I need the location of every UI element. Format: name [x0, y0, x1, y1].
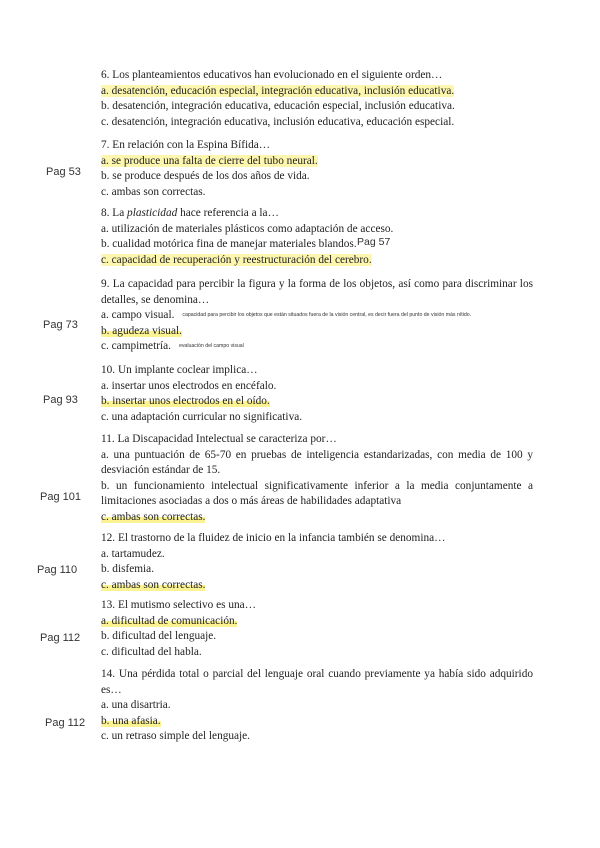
question-emphasis: plasticidad	[127, 207, 178, 219]
option-b: b. dificultad del lenguaje.	[101, 630, 217, 642]
highlighted-answer: a. desatención, educación especial, integración educativa, inclusión educativa.	[101, 84, 455, 97]
option-a: a. una puntuación de 65-70 en pruebas de inteligencia estandarizadas, con media de 100 y desviación estándar de 15.	[101, 448, 533, 476]
option-b	[101, 324, 533, 340]
page-ref-q12: Pag 110	[37, 564, 78, 576]
question-text: 12. El trastorno de la fluidez de inicio en la infancia también se denomina…	[101, 532, 446, 544]
question-10	[101, 363, 533, 425]
question-9	[101, 277, 533, 355]
option-a: a. utilización de materiales plásticos como adaptación de acceso.	[101, 222, 394, 235]
option-b	[101, 714, 533, 730]
question-text: 13. El mutismo selectivo es una…	[101, 599, 256, 611]
option-b: b. cualidad motórica fina de manejar materiales blandos.	[101, 238, 357, 250]
option-c: c. ambas son correctas.	[101, 185, 206, 198]
page-ref-q14: Pag 112	[45, 717, 86, 729]
question-8	[101, 206, 533, 268]
handwritten-note: capacidad para percibir los objetos que están situados fuera de la visión central, es decir fuera del punto de visión más nítido.	[182, 312, 472, 318]
option-b	[101, 394, 533, 410]
question-12	[101, 531, 533, 593]
highlighted-answer: b. una afasia.	[101, 714, 161, 727]
page-ref-q7: Pag 53	[46, 166, 81, 178]
page-ref-q11: Pag 101	[40, 491, 81, 503]
handwritten-note: evaluación del campo visual	[178, 343, 244, 349]
highlighted-answer: b. agudeza visual.	[101, 324, 182, 337]
page-ref-q8: Pag 57	[357, 236, 391, 248]
highlighted-answer: b. insertar unos electrodos en el oído.	[101, 395, 270, 407]
question-text: 9. La capacidad para percibir la figura y la forma de los objetos, así como para discriminar los detalles, se denomina…	[101, 278, 533, 306]
option-b: b. se produce después de los dos años de vida.	[101, 170, 310, 182]
option-a	[101, 154, 533, 170]
option-c: c. un retraso simple del lenguaje.	[101, 730, 251, 742]
question-11	[101, 432, 533, 525]
question-text: 10. Un implante coclear implica…	[101, 364, 258, 376]
option-c: c. desatención, integración educativa, inclusión educativa, educación especial.	[101, 115, 455, 128]
option-a	[101, 84, 533, 100]
option-a: a. tartamudez.	[101, 547, 165, 560]
option-c: c. campimetría. evaluación del campo visual	[101, 340, 244, 352]
option-a	[101, 614, 533, 630]
option-c	[101, 253, 533, 269]
question-text: 7. En relación con la Espina Bífida…	[101, 139, 271, 151]
option-b: b. disfemia.	[101, 563, 155, 575]
question-text: 11. La Discapacidad Intelectual se caracteriza por…	[101, 433, 337, 445]
option-b: b. desatención, integración educativa, educación especial, inclusión educativa.	[101, 100, 455, 112]
option-b: b. un funcionamiento intelectual significativamente inferior a la media conjuntamente a limitaciones asociadas a dos o más áreas de habilidades adaptativa	[101, 479, 533, 507]
option-a: a. una disartria.	[101, 699, 171, 711]
page-ref-q10: Pag 93	[43, 394, 78, 406]
option-a: a. insertar unos electrodos en encéfalo.	[101, 379, 277, 392]
page-ref-q13: Pag 112	[40, 632, 81, 644]
highlighted-answer: c. ambas son correctas.	[101, 510, 206, 523]
highlighted-answer: a. se produce una falta de cierre del tubo neural.	[101, 154, 318, 167]
option-a: a. campo visual. capacidad para percibir los objetos que están situados fuera de la visión central, es decir fuera del punto de visión más nítido.	[101, 309, 472, 321]
option-c: c. una adaptación curricular no significativa.	[101, 410, 303, 423]
question-text: 6. Los planteamientos educativos han evolucionado en el siguiente orden…	[101, 69, 443, 81]
option-c	[101, 578, 533, 594]
question-14	[101, 667, 533, 745]
highlighted-answer: a. dificultad de comunicación.	[101, 614, 238, 627]
question-text: 14. Una pérdida total o parcial del lenguaje oral cuando previamente ya había sido adquirido es…	[101, 668, 533, 696]
question-13	[101, 598, 533, 660]
page-ref-q9: Pag 73	[43, 319, 78, 331]
highlighted-answer: c. capacidad de recuperación y reestructuración del cerebro.	[101, 253, 372, 266]
highlighted-answer: c. ambas son correctas.	[101, 578, 206, 591]
option-c	[101, 510, 533, 526]
question-6	[101, 68, 533, 130]
question-7	[101, 138, 533, 200]
option-c: c. dificultad del habla.	[101, 645, 202, 658]
question-text: 8. La plasticidad hace referencia a la…	[101, 207, 279, 219]
